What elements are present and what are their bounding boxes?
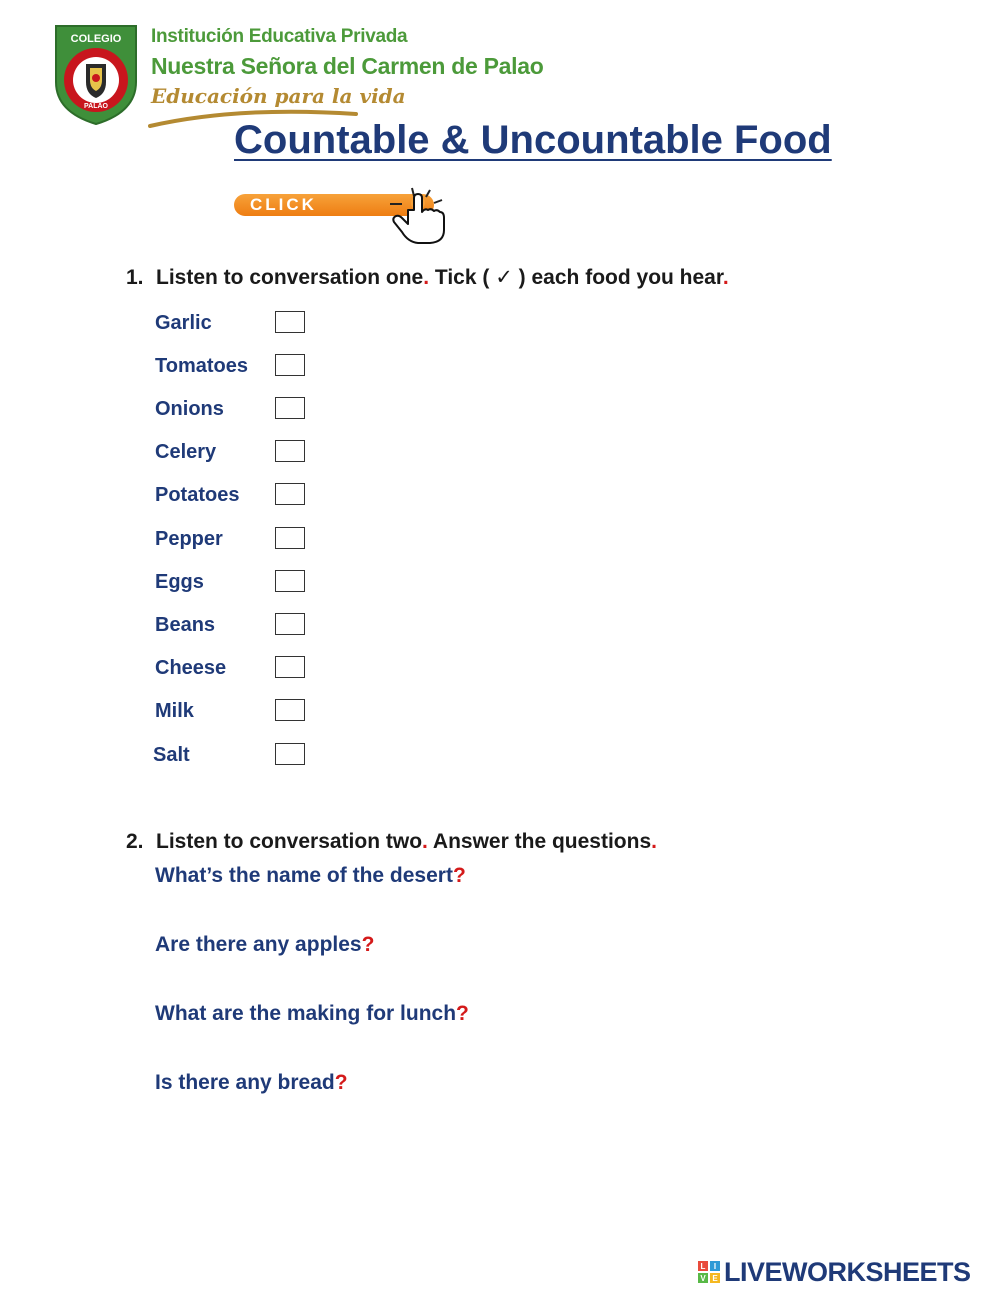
food-checkbox[interactable] bbox=[275, 570, 305, 592]
food-label: Celery bbox=[155, 441, 217, 463]
question-2-item: Are there any apples? bbox=[155, 933, 375, 956]
food-label: Pepper bbox=[155, 528, 223, 550]
food-checkbox[interactable] bbox=[275, 483, 305, 505]
food-item-potatoes bbox=[155, 482, 315, 508]
food-label: Onions bbox=[155, 398, 224, 420]
question-2-text-b: Answer the questions bbox=[427, 830, 652, 853]
food-label: Potatoes bbox=[155, 484, 240, 506]
question-2-item-text: What’s the name of the desert bbox=[155, 864, 453, 887]
school-crest-logo bbox=[52, 22, 140, 126]
food-label: Cheese bbox=[155, 657, 227, 679]
liveworksheets-wordmark: LIVEWORKSHEETS bbox=[724, 1256, 971, 1287]
food-label: Garlic bbox=[155, 312, 212, 334]
food-checkbox[interactable] bbox=[275, 613, 305, 635]
food-label: Tomatoes bbox=[155, 355, 248, 377]
food-checkbox[interactable] bbox=[275, 527, 305, 549]
food-item-milk bbox=[155, 698, 315, 724]
click-audio-button[interactable] bbox=[234, 186, 474, 246]
question-2-item-text: Are there any apples bbox=[155, 933, 362, 956]
food-item-salt bbox=[153, 742, 313, 768]
question-2-item: Is there any bread? bbox=[155, 1071, 348, 1094]
question-2-number: 2. bbox=[126, 830, 144, 853]
food-label: Eggs bbox=[155, 571, 204, 593]
question-2-item: What are the making for lunch? bbox=[155, 1002, 469, 1025]
food-checkbox[interactable] bbox=[275, 397, 305, 419]
food-checkbox[interactable] bbox=[275, 354, 305, 376]
page-title: Countable & Uncountable Food bbox=[234, 118, 832, 162]
food-checkbox[interactable] bbox=[275, 311, 305, 333]
food-checkbox[interactable] bbox=[275, 440, 305, 462]
food-item-garlic bbox=[155, 310, 315, 336]
school-name: Nuestra Señora del Carmen de Palao bbox=[151, 53, 544, 79]
svg-text:L: L bbox=[700, 1262, 706, 1271]
food-checkbox[interactable] bbox=[275, 656, 305, 678]
click-button-label: CLICK bbox=[250, 195, 317, 214]
food-label: Milk bbox=[155, 700, 194, 722]
food-checkbox[interactable] bbox=[275, 699, 305, 721]
food-label: Beans bbox=[155, 614, 216, 636]
svg-text:PALAO: PALAO bbox=[84, 103, 108, 110]
svg-text:COLEGIO: COLEGIO bbox=[70, 33, 122, 45]
question-2-item: What’s the name of the desert? bbox=[155, 864, 466, 887]
school-type: Institución Educativa Privada bbox=[151, 26, 408, 47]
question-2-item-text: Is there any bread bbox=[155, 1071, 335, 1094]
food-item-beans bbox=[155, 612, 315, 638]
question-1-number: 1. bbox=[126, 266, 144, 289]
tick-mark-icon: ✓ bbox=[495, 265, 513, 289]
question-2-item-text: What are the making for lunch bbox=[155, 1002, 457, 1025]
svg-text:E: E bbox=[712, 1274, 718, 1283]
question-1-heading: 1. Listen to conversation one. Tick ( ✓ ) each food you hear. bbox=[126, 265, 729, 289]
question-2-text-a: Listen to conversation two bbox=[156, 830, 423, 853]
question-2-heading: 2. Listen to conversation two. Answer the questions. bbox=[126, 830, 657, 853]
food-item-tomatoes bbox=[155, 353, 315, 379]
food-item-cheese bbox=[155, 655, 315, 681]
pointing-hand-icon bbox=[384, 186, 470, 246]
liveworksheets-brand bbox=[697, 1257, 971, 1287]
food-label: Salt bbox=[153, 744, 190, 766]
school-motto: Educación para la vida bbox=[151, 84, 406, 108]
liveworksheets-logo-icon bbox=[697, 1260, 721, 1284]
food-item-celery bbox=[155, 439, 315, 465]
svg-text:V: V bbox=[700, 1274, 706, 1283]
question-1-text-a: Listen to conversation one bbox=[156, 266, 424, 289]
svg-text:I: I bbox=[713, 1262, 717, 1271]
question-1-text-b: Tick ( bbox=[429, 266, 490, 289]
food-item-onions bbox=[155, 396, 315, 422]
question-1-text-c: ) each food you hear bbox=[518, 266, 723, 289]
food-checkbox[interactable] bbox=[275, 743, 305, 765]
food-item-eggs bbox=[155, 569, 315, 595]
food-item-pepper bbox=[155, 526, 315, 552]
